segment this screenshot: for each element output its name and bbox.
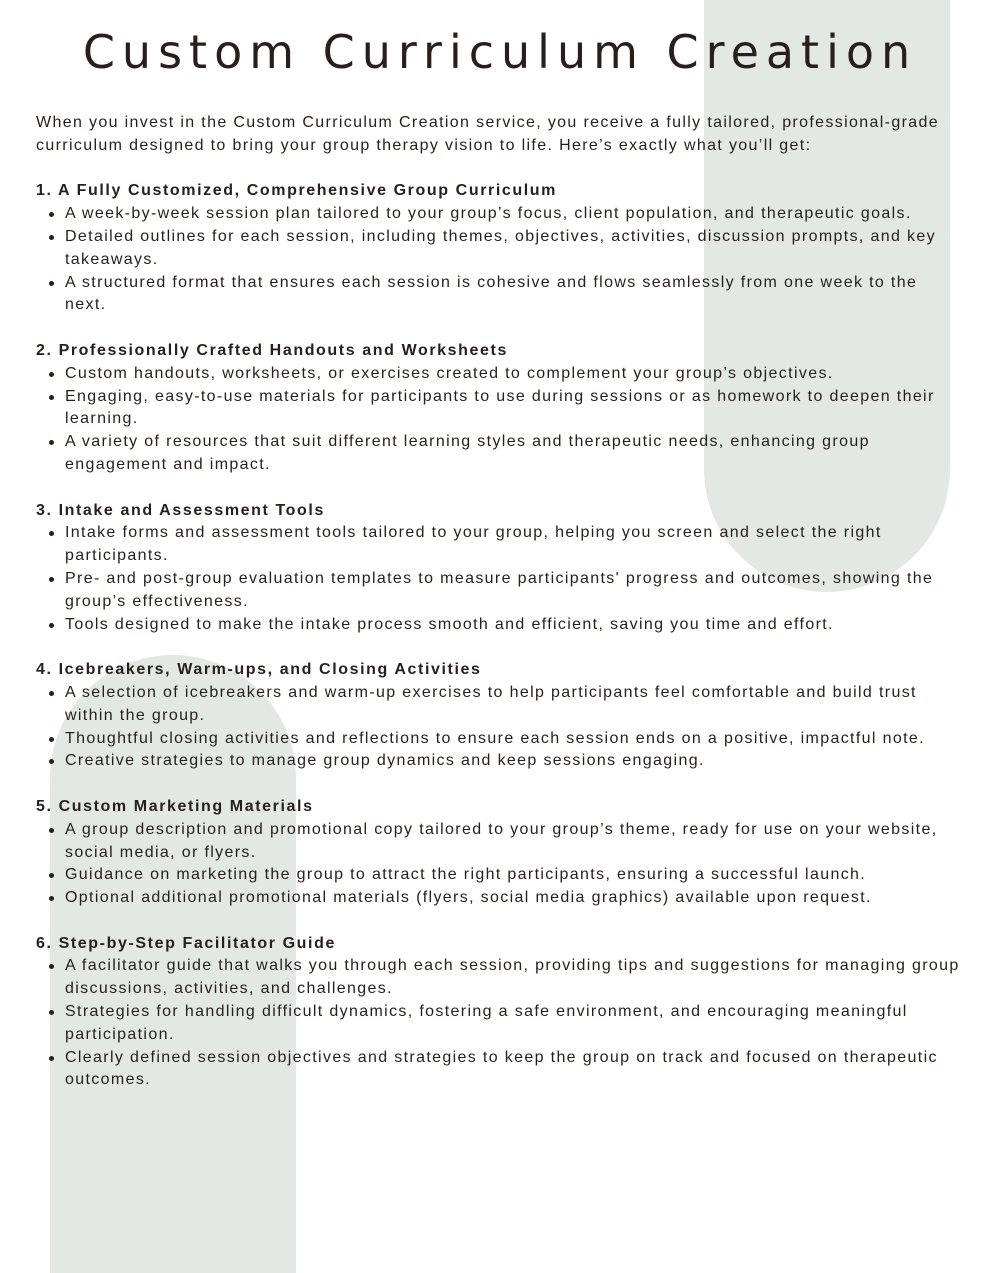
section-heading: 5. Custom Marketing Materials (36, 797, 314, 815)
section-heading: 1. A Fully Customized, Comprehensive Group Curriculum (36, 182, 558, 200)
bullet-list (36, 955, 964, 1092)
list-item: Creative strategies to manage group dynamics and keep sessions engaging. (36, 750, 964, 773)
page-title: Custom Curriculum Creation (82, 25, 918, 79)
section-curriculum (36, 180, 964, 317)
list-item: A week-by-week session plan tailored to your group’s focus, client population, and therapeutic goals. (36, 203, 964, 226)
bullet-list (36, 522, 964, 636)
list-item: A structured format that ensures each session is cohesive and flows seamlessly from one week to the next. (36, 272, 964, 318)
section-facilitator-guide (36, 933, 964, 1093)
bullet-list (36, 363, 964, 477)
list-item: Pre- and post-group evaluation templates to measure participants' progress and outcomes, showing the group’s effectiveness. (36, 568, 964, 614)
list-item: Engaging, easy-to-use materials for participants to use during sessions or as homework to deepen their learning. (36, 386, 964, 432)
section-heading: 4. Icebreakers, Warm-ups, and Closing Activities (36, 661, 482, 679)
bullet-list (36, 682, 964, 773)
section-marketing (36, 796, 964, 910)
list-item: Optional additional promotional materials (flyers, social media graphics) available upon request. (36, 887, 964, 910)
section-heading: 3. Intake and Assessment Tools (36, 501, 325, 519)
bullet-list (36, 819, 964, 910)
list-item: A group description and promotional copy tailored to your group’s theme, ready for use on your website, social media, or flyers. (36, 819, 964, 865)
list-item: Intake forms and assessment tools tailored to your group, helping you screen and select the right participants. (36, 522, 964, 568)
list-item: A facilitator guide that walks you through each session, providing tips and suggestions for managing group discussions, activities, and challenges. (36, 955, 964, 1001)
list-item: Tools designed to make the intake process smooth and efficient, saving you time and effort. (36, 614, 964, 637)
list-item: Strategies for handling difficult dynamics, fostering a safe environment, and encouraging meaningful participation. (36, 1001, 964, 1047)
section-heading: 6. Step-by-Step Facilitator Guide (36, 934, 336, 952)
intro-paragraph: When you invest in the Custom Curriculum Creation service, you receive a fully tailored, professional-grade curriculum designed to bring your group therapy vision to life. Here’s exactly what you’ll get: (36, 114, 940, 154)
list-item: A selection of icebreakers and warm-up exercises to help participants feel comfortable and build trust within the group. (36, 682, 964, 728)
list-item: Custom handouts, worksheets, or exercises created to complement your group’s objectives. (36, 363, 964, 386)
section-icebreakers (36, 659, 964, 773)
bullet-list (36, 203, 964, 317)
list-item: Thoughtful closing activities and reflections to ensure each session ends on a positive, impactful note. (36, 728, 964, 751)
section-intake (36, 500, 964, 637)
section-handouts (36, 340, 964, 477)
list-item: Clearly defined session objectives and strategies to keep the group on track and focused on therapeutic outcomes. (36, 1047, 964, 1093)
list-item: Detailed outlines for each session, including themes, objectives, activities, discussion prompts, and key takeaways. (36, 226, 964, 272)
list-item: A variety of resources that suit different learning styles and therapeutic needs, enhancing group engagement and impact. (36, 431, 964, 477)
list-item: Guidance on marketing the group to attract the right participants, ensuring a successful launch. (36, 864, 964, 887)
section-heading: 2. Professionally Crafted Handouts and Worksheets (36, 341, 508, 359)
